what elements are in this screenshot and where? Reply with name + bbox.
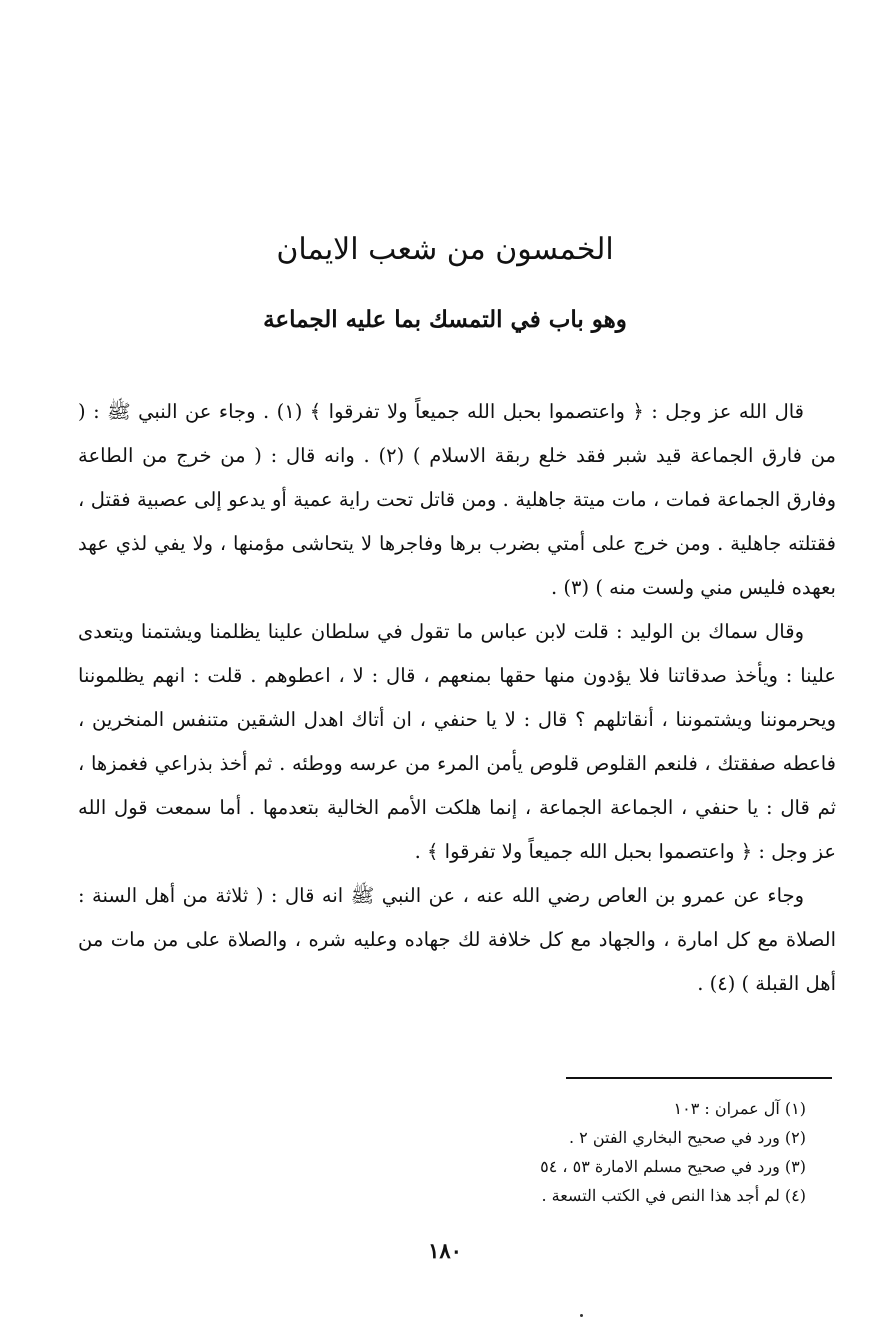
paragraph: قال الله عز وجل : ﴿ واعتصموا بحبل الله جميعاً ولا تفرقوا ﴾ (١) . وجاء عن النبي ﷺ : ( من فارق الجماعة قيد شبر فقد خلع ربقة الاسلام ) (٢) . وانه قال : ( من خرج من الطاعة وفارق الجماعة فمات ، مات ميتة جاهلية . ومن قاتل تحت راية عمية أو يدعو إلى عصبية فقتل ، فقتلته جاهلية . ومن خرج على أمتي بضرب برها وفاجرها لا يتحاشى مؤمنها ، ولا يفي لذي عهد بعهده فليس مني ولست منه ) (٣) . [78,400,836,599]
chapter-subtitle: وهو باب في التمسك بما عليه الجماعة [263,306,627,333]
page-number: ١٨٠ [428,1238,462,1263]
footnote: (٢) ورد في صحيح البخاري الفتن ٢ . [568,1128,806,1147]
body-text [78,390,836,1006]
footnotes-list [380,1094,806,1210]
scan-speck [580,1314,583,1317]
paragraph: وقال سماك بن الوليد : قلت لابن عباس ما تقول في سلطان علينا يظلمنا ويشتمنا ويتعدى علينا : ويأخذ صدقاتنا فلا يؤدون منها حقها بمنعهم ، قال : لا ، اعطوهم . قلت : انهم يظلموننا ويحرموننا ويشتموننا ، أنقاتلهم ؟ قال : لا يا حنفي ، ان أتاك اهدل الشقين متنفس المنخرين ، فاعطه صفقتك ، فلنعم القلوص قلوص يأمن المرء من عرسه ووطئه . ثم أخذ بذراعي فغمزها ، ثم قال : يا حنفي ، الجماعة الجماعة ، إنما هلكت الأمم الخالية بتعدمها . أما سمعت قول الله عز وجل : ﴿ واعتصموا بحبل الله جميعاً ولا تفرقوا ﴾ . [78,620,836,863]
footnote: (٣) ورد في صحيح مسلم الامارة ٥٣ ، ٥٤ [540,1157,806,1176]
chapter-title: الخمسون من شعب الايمان [276,232,614,267]
footnote: (١) آل عمران : ١٠٣ [673,1099,806,1118]
paragraph: وجاء عن عمرو بن العاص رضي الله عنه ، عن النبي ﷺ انه قال : ( ثلاثة من أهل السنة : الصلاة مع كل امارة ، والجهاد مع كل خلافة لك جهاده وعليه شره ، والصلاة على من مات من أهل القبلة ) (٤) . [78,884,836,995]
footnote-divider [566,1077,832,1079]
footnote: (٤) لم أجد هذا النص في الكتب التسعة . [541,1186,806,1205]
